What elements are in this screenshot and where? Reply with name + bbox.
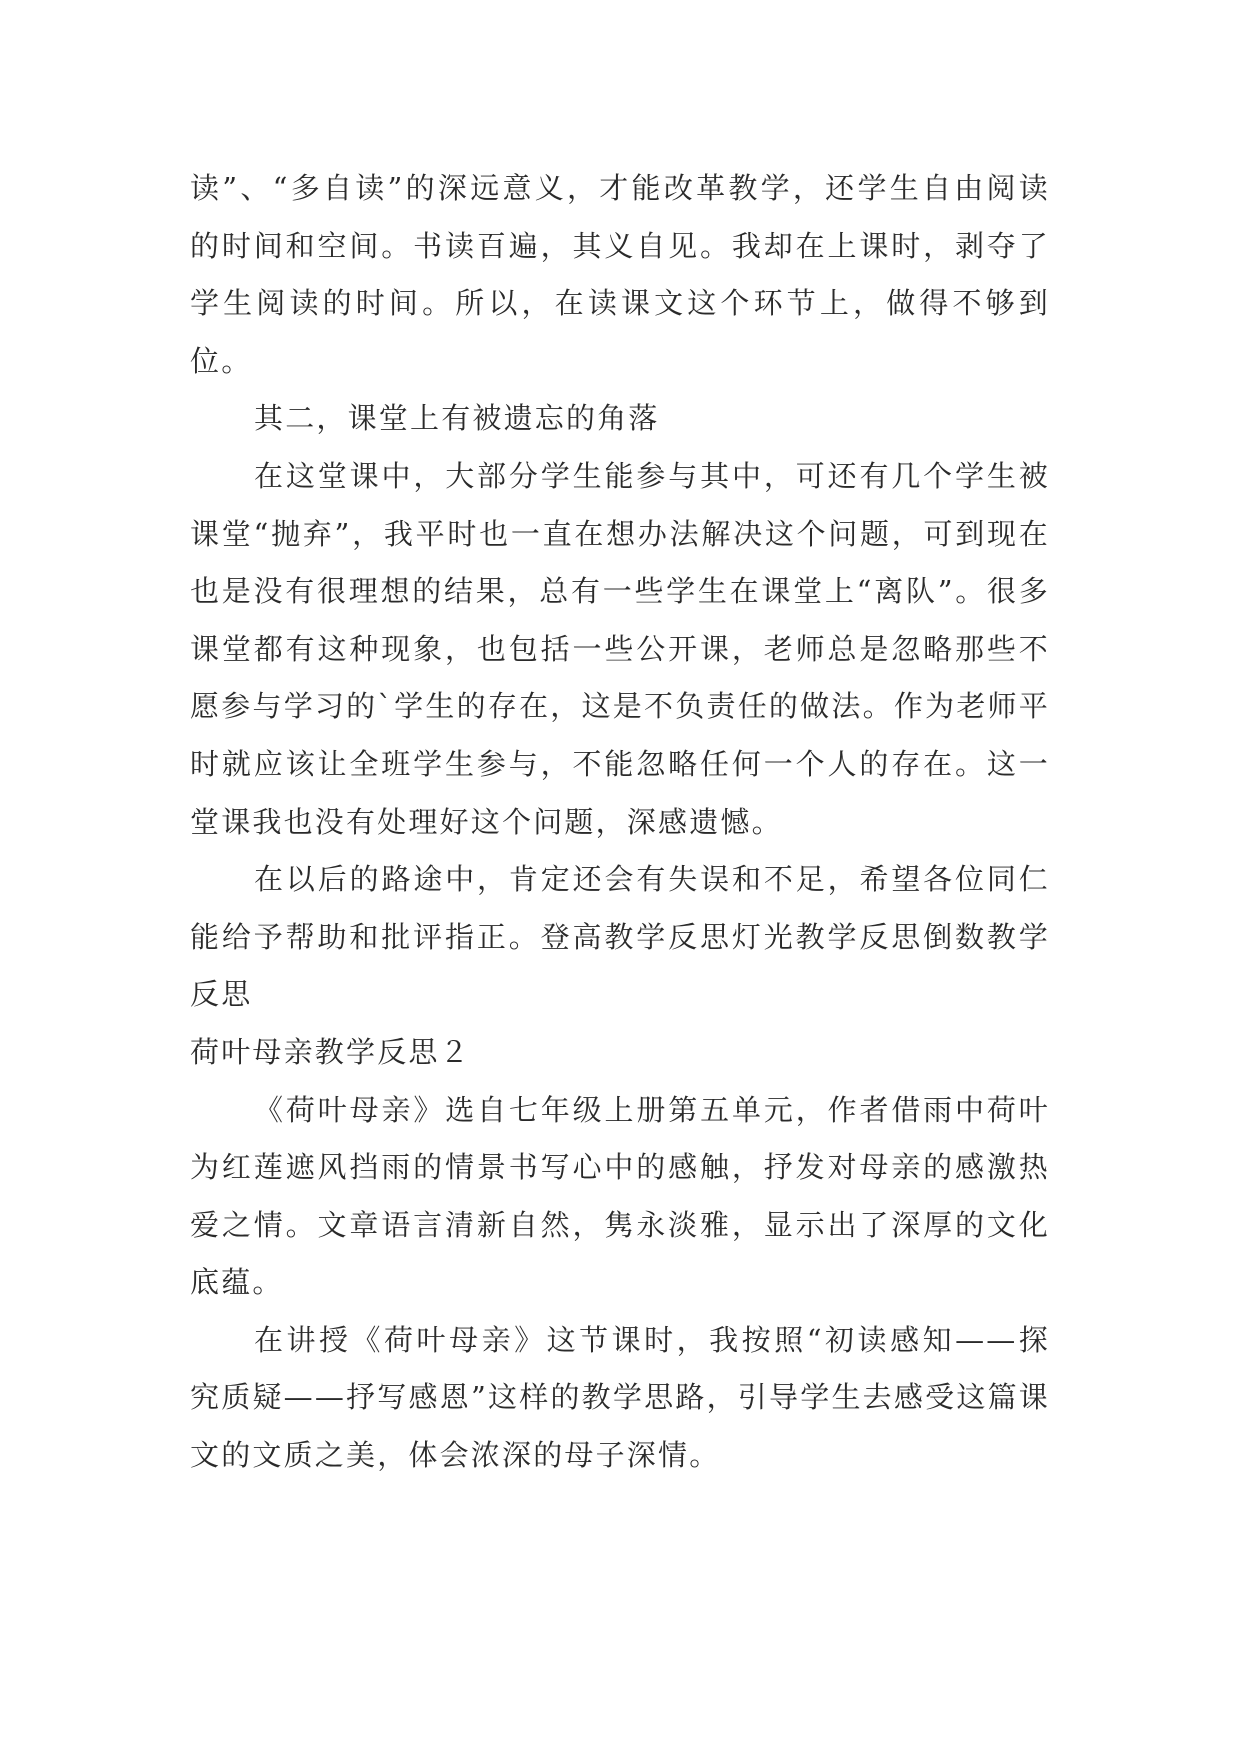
paragraph-lotus-teaching: 在讲授《荷叶母亲》这节课时，我按照“初读感知——探究质疑——抒写感恩”这样的教学思路，引导学生去感受这篇课文的文质之美，体会浓深的母子深情。 xyxy=(190,1322,1050,1473)
paragraph-lotus-intro: 《荷叶母亲》选自七年级上册第五单元，作者借雨中荷叶为红莲遮风挡雨的情景书写心中的感触，抒发对母亲的感激热爱之情。文章语言清新自然，隽永淡雅，显示出了深厚的文化底蕴。 xyxy=(190,1092,1050,1300)
document-page xyxy=(190,160,1050,1485)
paragraph-forgotten-corner: 在这堂课中，大部分学生能参与其中，可还有几个学生被课堂“抛弃”，我平时也一直在想办法解决这个问题，可到现在也是没有很理想的结果，总有一些学生在课堂上“离队”。很多课堂都有这种现象，也包括一些公开课，老师总是忽略那些不愿参与学习的`学生的存在，这是不负责任的做法。作为老师平时就应该让全班学生参与，不能忽略任何一个人的存在。这一堂课我也没有处理好这个问题，深感遗憾。 xyxy=(190,458,1050,839)
paragraph-closing-remarks: 在以后的路途中，肯定还会有失误和不足，希望各位同仁能给予帮助和批评指正。登高教学反思灯光教学反思倒数教学反思 xyxy=(190,862,1050,1012)
section-title-lotus-mother-2: 荷叶母亲教学反思２ xyxy=(190,1034,471,1069)
paragraph-continuation: 读”、“多自读”的深远意义，才能改革教学，还学生自由阅读的时间和空间。书读百遍，其义自见。我却在上课时，剥夺了学生阅读的时间。所以，在读课文这个环节上，做得不够到位。 xyxy=(190,171,1050,378)
section-heading-second-point: 其二，课堂上有被遗忘的角落 xyxy=(254,401,660,436)
